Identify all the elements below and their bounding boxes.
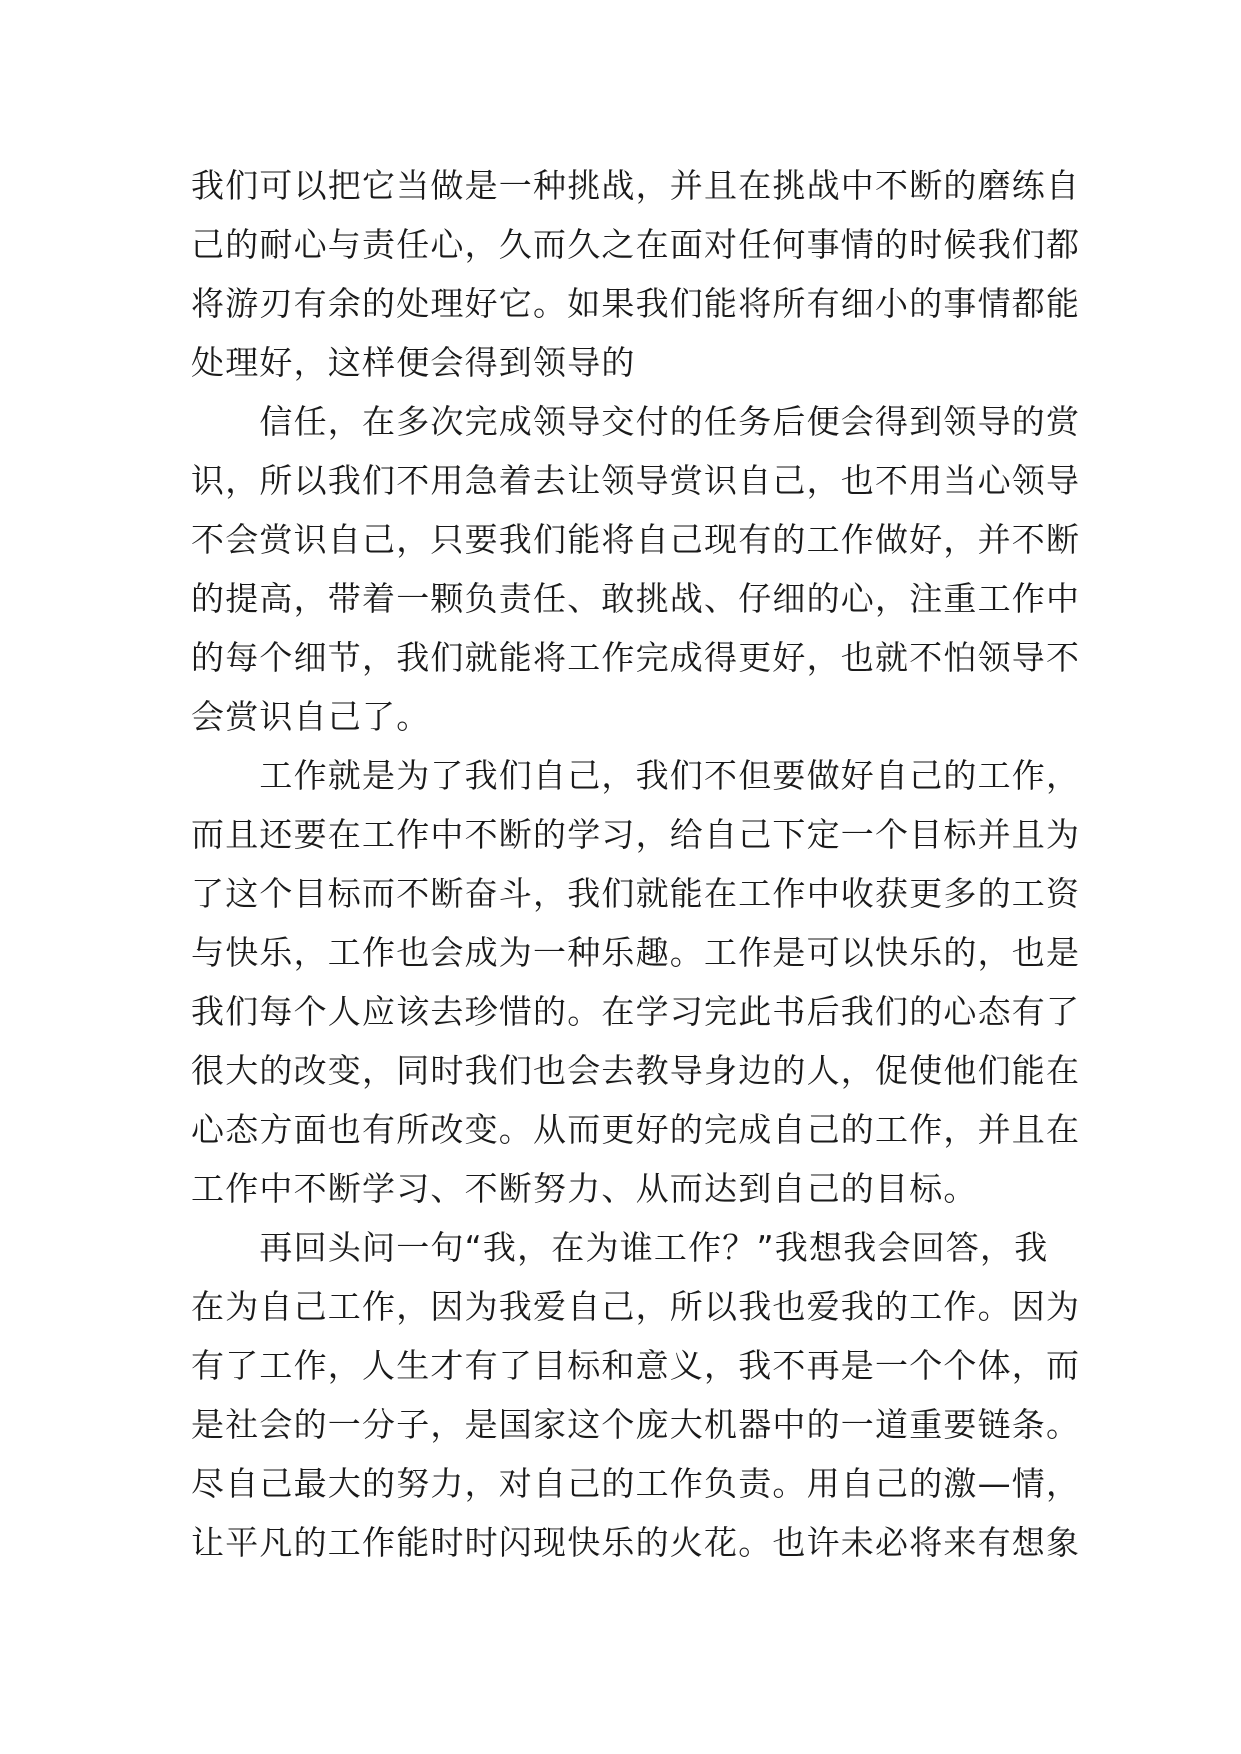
text-line: 将游刃有余的处理好它。如果我们能将所有细小的事情都能 xyxy=(191,284,1081,323)
text-line: 工作中不断学习、不断努力、从而达到自己的目标。 xyxy=(191,1169,978,1208)
text-line: 心态方面也有所改变。从而更好的完成自己的工作，并且在 xyxy=(191,1110,1081,1149)
text-line: 让平凡的工作能时时闪现快乐的火花。也许未必将来有想象 xyxy=(191,1523,1081,1562)
paragraph-start-line: 信任，在多次完成领导交付的任务后便会得到领导的赏 xyxy=(191,402,1081,441)
text-line: 是社会的一分子，是国家这个庞大机器中的一道重要链条。 xyxy=(191,1405,1081,1444)
text-line: 而且还要在工作中不断的学习，给自己下定一个目标并且为 xyxy=(191,815,1081,854)
text-line: 与快乐，工作也会成为一种乐趣。工作是可以快乐的，也是 xyxy=(191,933,1081,972)
text-line: 不会赏识自己，只要我们能将自己现有的工作做好，并不断 xyxy=(191,520,1081,559)
text-line: 己的耐心与责任心，久而久之在面对任何事情的时候我们都 xyxy=(191,225,1081,264)
text-line: 有了工作，人生才有了目标和意义，我不再是一个个体，而 xyxy=(191,1346,1081,1385)
paragraph-start-line: 工作就是为了我们自己，我们不但要做好自己的工作， xyxy=(191,756,1081,795)
text-line: 在为自己工作，因为我爱自己，所以我也爱我的工作。因为 xyxy=(191,1287,1081,1326)
text-line: 的提高，带着一颗负责任、敢挑战、仔细的心，注重工作中 xyxy=(191,579,1081,618)
text-line: 会赏识自己了。 xyxy=(191,697,431,736)
text-line: 处理好，这样便会得到领导的 xyxy=(191,343,636,382)
text-line: 识，所以我们不用急着去让领导赏识自己，也不用当心领导 xyxy=(191,461,1081,500)
text-line: 的每个细节，我们就能将工作完成得更好，也就不怕领导不 xyxy=(191,638,1081,677)
paragraph-start-line: 再回头问一句“我，在为谁工作？”我想我会回答，我 xyxy=(191,1228,1049,1267)
document-body xyxy=(191,156,1081,1572)
text-line: 我们可以把它当做是一种挑战，并且在挑战中不断的磨练自 xyxy=(191,166,1081,205)
text-line: 了这个目标而不断奋斗，我们就能在工作中收获更多的工资 xyxy=(191,874,1081,913)
text-line: 尽自己最大的努力，对自己的工作负责。用自己的激—情， xyxy=(191,1464,1081,1503)
text-line: 很大的改变，同时我们也会去教导身边的人，促使他们能在 xyxy=(191,1051,1081,1090)
text-line: 我们每个人应该去珍惜的。在学习完此书后我们的心态有了 xyxy=(191,992,1081,1031)
